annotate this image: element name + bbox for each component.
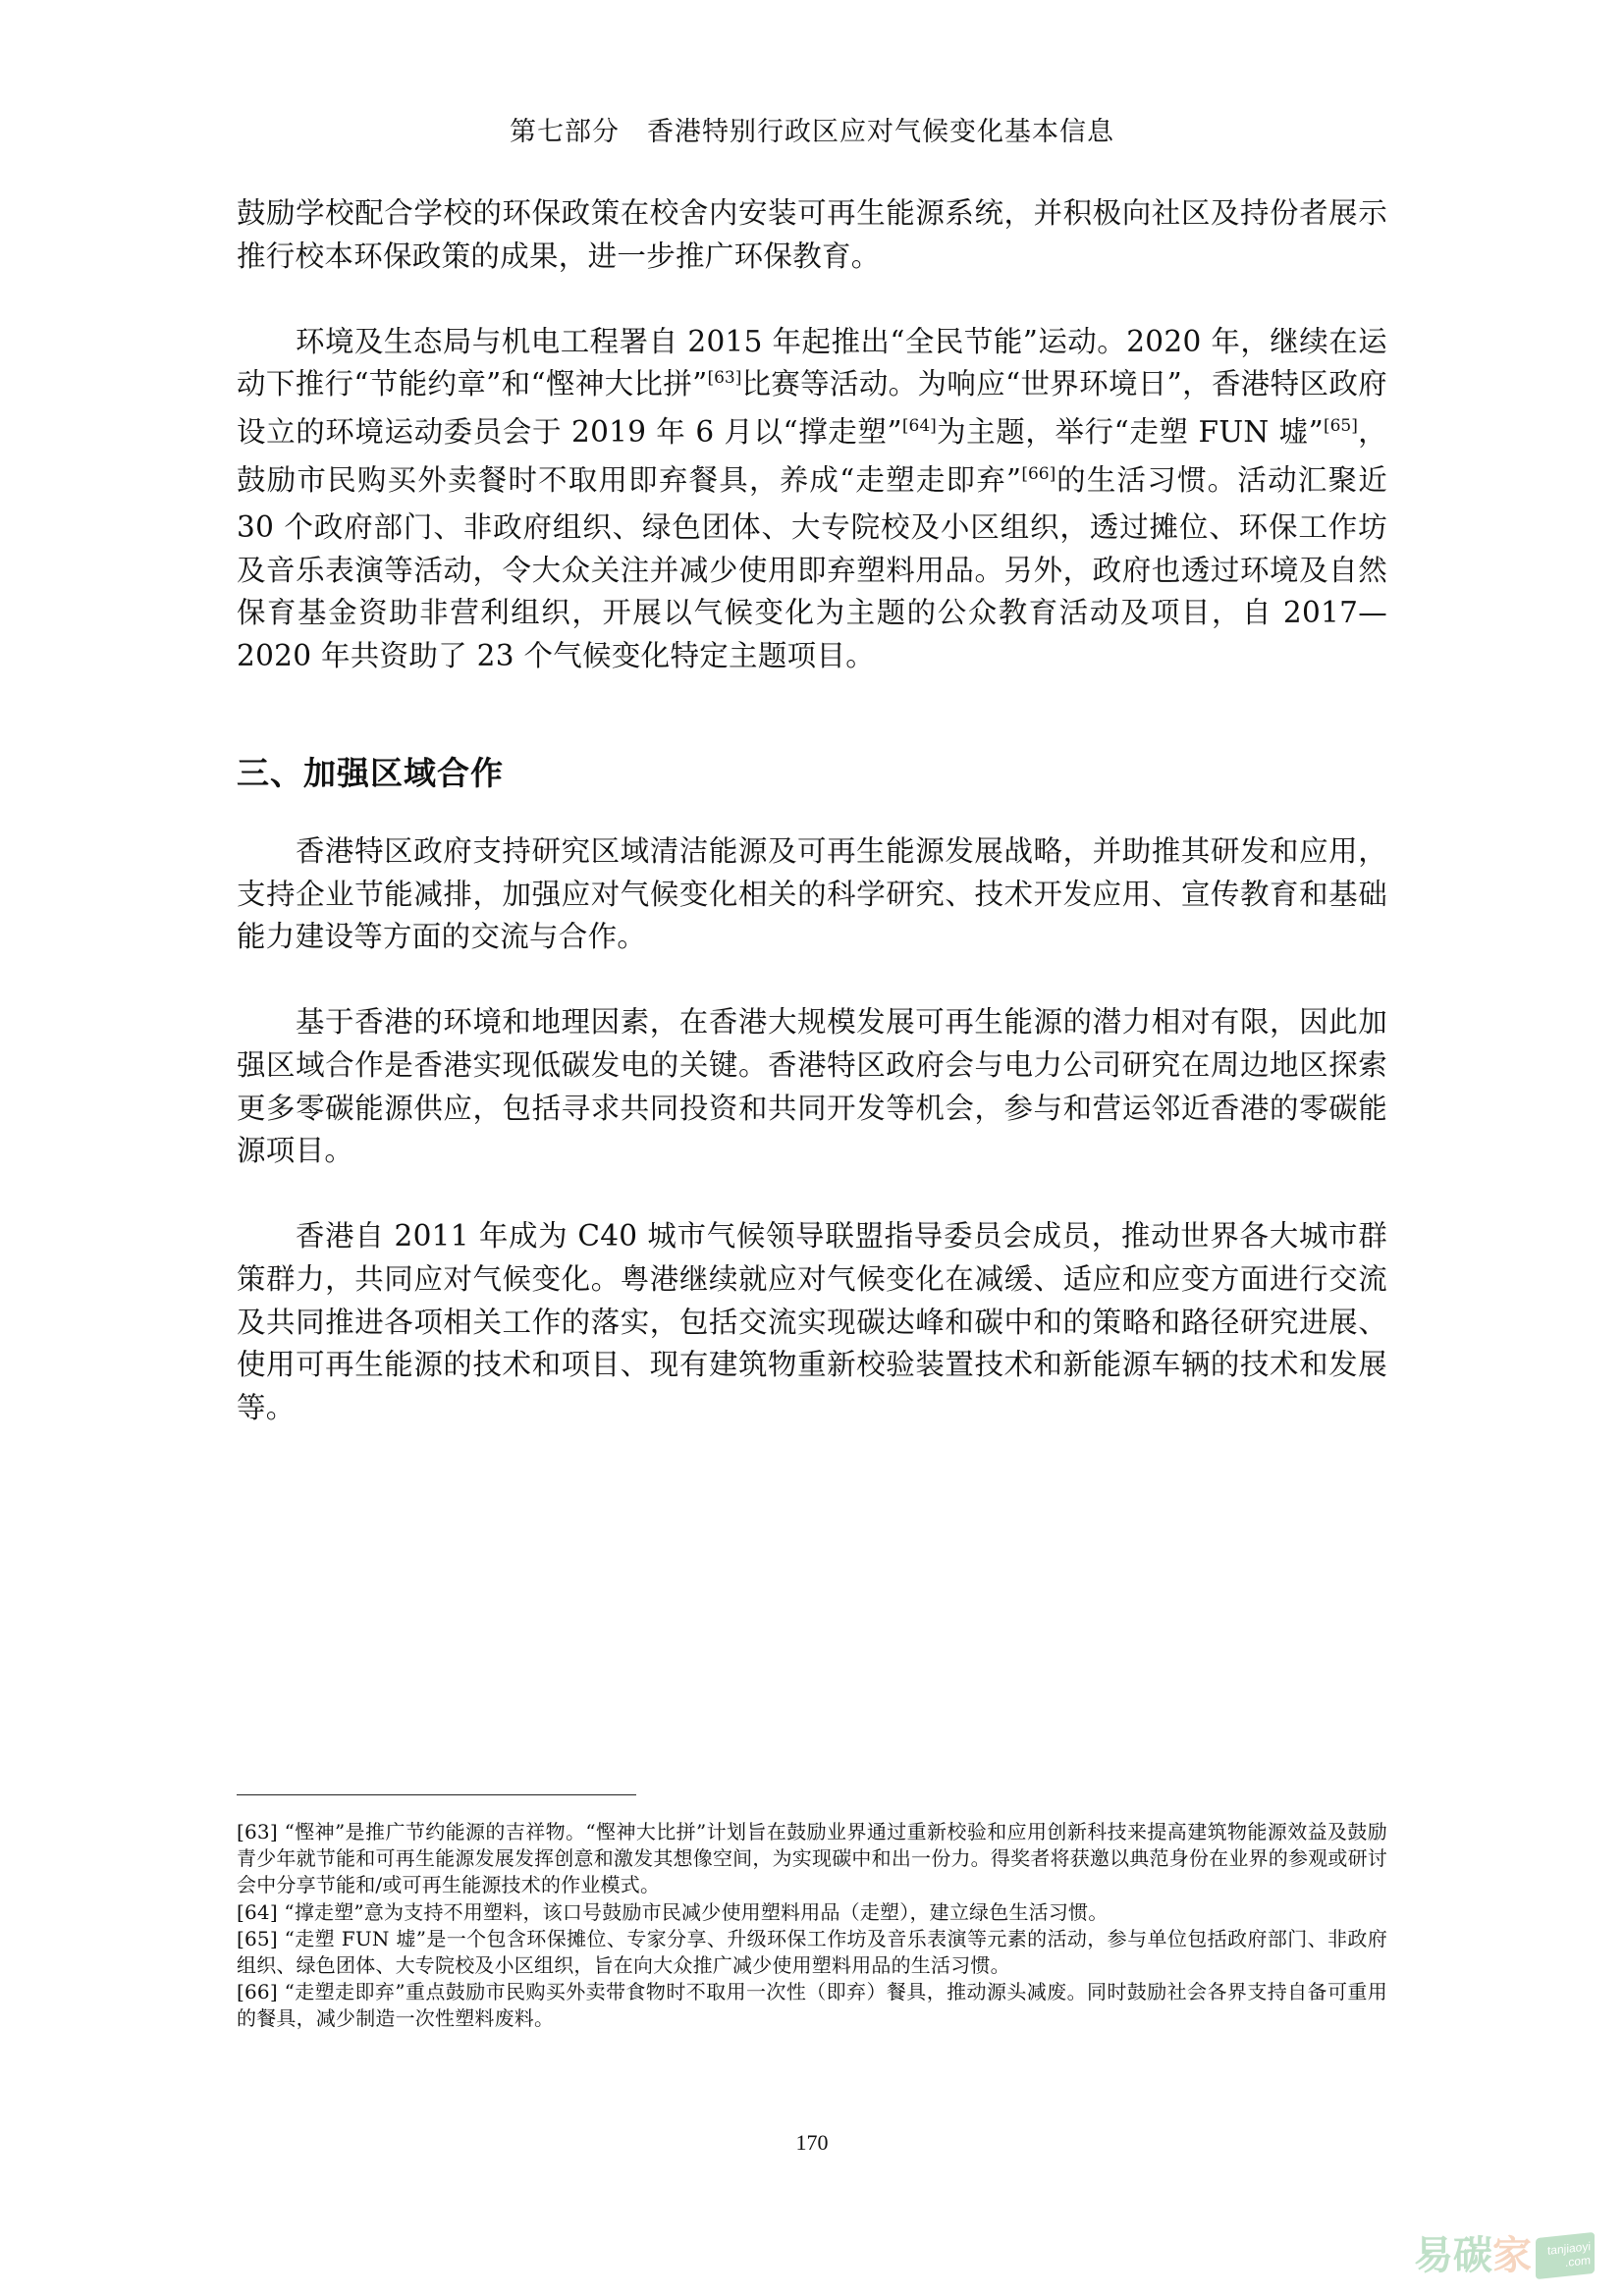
paragraph-c40-cooperation: 香港自 2011 年成为 C40 城市气候领导联盟指导委员会成员，推动世界各大城市群策群力，共同应对气候变化。粤港继续就应对气候变化在减缓、适应和应变方面进行交流及共同推进各项相关工作的落实，包括交流实现碳达峰和碳中和的策略和路径研究进展、使用可再生能源的技术和项目、现有建筑物重新校验装置技术和新能源车辆的技术和发展等。 — [237, 1219, 1387, 1424]
watermark-char-2: 碳 — [1453, 2233, 1492, 2278]
section-heading: 三、加强区域合作 — [237, 754, 504, 792]
watermark-domain-badge: tanjiaoyi .com — [1536, 2232, 1595, 2279]
header-title: 香港特别行政区应对气候变化基本信息 — [647, 117, 1114, 147]
footnote-ref-65[interactable]: [65] — [1323, 415, 1358, 436]
footnote-66: [66] “走塑走即弃”重点鼓励市民购买外卖带食物时不取用一次性（即弃）餐具，推动源头减废。同时鼓励社会各界支持自备可重用的餐具，减少制造一次性塑料废料。 — [237, 1980, 1387, 2031]
footnotes — [237, 1819, 1387, 2033]
page-number: 170 — [795, 2130, 829, 2155]
footnote-ref-63[interactable]: [63] — [707, 368, 742, 389]
running-header — [0, 110, 1624, 148]
footnote-separator — [237, 1794, 636, 1795]
footnote-64: [64] “撑走塑”意为支持不用塑料，该口号鼓励市民减少使用塑料用品（走塑），建立绿色生活习惯。 — [237, 1899, 1109, 1924]
footnote-ref-64[interactable]: [64] — [901, 415, 937, 436]
paragraph-continued: 鼓励学校配合学校的环保政策在校舍内安装可再生能源系统，并积极向社区及持份者展示推行校本环保政策的成果，进一步推广环保教育。 — [237, 196, 1387, 273]
paragraph-low-carbon-generation: 基于香港的环境和地理因素，在香港大规模发展可再生能源的潜力相对有限，因此加强区域合作是香港实现低碳发电的关键。香港特区政府会与电力公司研究在周边地区探索更多零碳能源供应，包括寻求共同投资和共同开发等机会，参与和营运邻近香港的零碳能源项目。 — [237, 1005, 1387, 1168]
body-top — [237, 192, 1387, 678]
watermark-char-1: 易 — [1414, 2233, 1453, 2278]
paragraph-regional-research: 香港特区政府支持研究区域清洁能源及可再生能源发展战略，并助推其研发和应用，支持企业节能减排，加强应对气候变化相关的科学研究、技术开发应用、宣传教育和基础能力建设等方面的交流与合作。 — [237, 834, 1387, 954]
paragraph-energy-campaign: 环境及生态局与机电工程署自 2015 年起推出“全民节能”运动。2020 年，继续在运动下推行“节能约章”和“慳神大比拼”[63]比赛等活动。为响应“世界环境日”，香港特区政府设立的环境运动委员会于 2019 年 6 月以“撑走塑”[64]为主题，举行“走塑 FUN 墟”[65]，鼓励市民购买外卖餐时不取用即弃餐具，养成“走塑走即弃”[66]的生活习惯。活动汇聚近 30 个政府部门、非政府组织、绿色团体、大专院校及小区组织，透过摊位、环保工作坊及音乐表演等活动，令大众关注并减少使用即弃塑料用品。另外，政府也透过环境及自然保育基金资助非营利组织，开展以气候变化为主题的公众教育活动及项目，自 2017—2020 年共资助了 23 个气候变化特定主题项目。 — [237, 324, 1387, 672]
footnote-65: [65] “走塑 FUN 墟”是一个包含环保摊位、专家分享、升级环保工作坊及音乐表演等元素的活动，参与单位包括政府部门、非政府组织、绿色团体、大专院校及小区组织，旨在向大众推广减少使用塑料用品的生活习惯。 — [237, 1926, 1387, 1978]
watermark-char-3: 家 — [1492, 2233, 1532, 2278]
footnote-63: [63] “慳神”是推广节约能源的吉祥物。“慳神大比拼”计划旨在鼓励业界通过重新校验和应用创新科技来提高建筑物能源效益及鼓励青少年就节能和可再生能源发展发挥创意和激发其想像空间，为实现碳中和出一份力。得奖者将获邀以典范身份在业界的参观或研讨会中分享节能和/或可再生能源技术的作业模式。 — [237, 1820, 1387, 1897]
header-part: 第七部分 — [510, 117, 620, 147]
watermark-logo — [1414, 2226, 1622, 2285]
footnote-ref-66[interactable]: [66] — [1021, 463, 1056, 484]
section-body — [237, 830, 1387, 1429]
